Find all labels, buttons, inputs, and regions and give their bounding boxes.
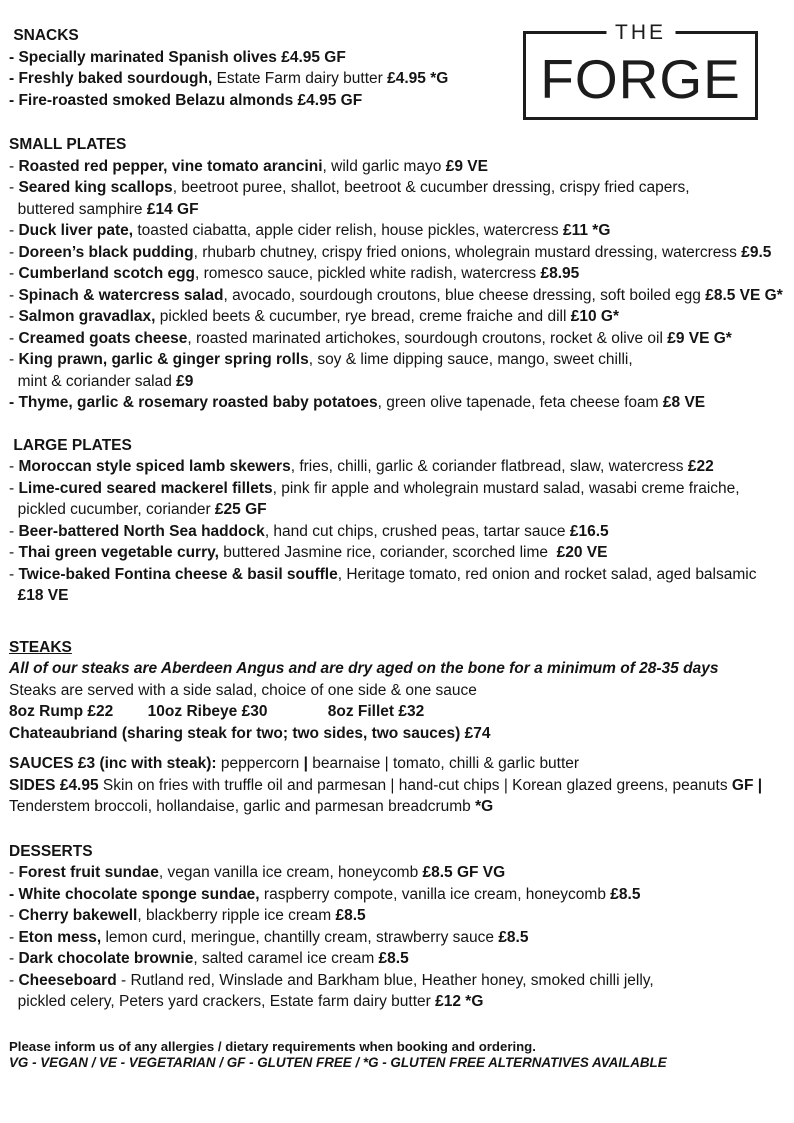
menu-line bbox=[9, 478, 790, 500]
text-run: Thai green vegetable curry, bbox=[18, 544, 219, 561]
text-run: pickled beets & cucumber, rye bread, creme fraiche and dill bbox=[155, 308, 571, 325]
text-run: - bbox=[9, 522, 19, 540]
text-run: buttered samphire bbox=[9, 200, 147, 218]
menu-line bbox=[9, 371, 790, 393]
menu-line bbox=[9, 242, 790, 264]
text-run: bearnaise | tomato, chilli & garlic butter bbox=[312, 755, 580, 772]
text-run: - bbox=[9, 329, 19, 347]
menu-line bbox=[9, 392, 790, 414]
section-title-desserts: DESSERTS bbox=[9, 842, 93, 860]
text-run: , beetroot puree, shallot, beetroot & cucumber dressing, crispy fried capers, bbox=[172, 179, 690, 196]
logo-the-text: THE bbox=[606, 21, 675, 45]
text-run: peppercorn bbox=[220, 755, 304, 772]
section-title-small-plates: SMALL PLATES bbox=[9, 136, 127, 153]
menu-line bbox=[9, 220, 790, 242]
text-run: - Freshly baked sourdough, bbox=[9, 70, 217, 87]
text-run: | bbox=[303, 755, 313, 772]
text-run: - bbox=[9, 222, 19, 239]
menu-line bbox=[9, 177, 790, 199]
menu-line bbox=[9, 680, 790, 702]
section-title-steaks: STEAKS bbox=[9, 638, 72, 656]
text-run: 8oz Rump £22 10oz Ribeye £30 8oz Fillet £32 bbox=[9, 703, 425, 720]
menu-line bbox=[9, 701, 790, 723]
text-run: , romesco sauce, pickled white radish, watercress bbox=[195, 265, 541, 282]
text-run: Roasted red pepper, vine tomato arancini bbox=[18, 157, 323, 175]
section-title-snacks: SNACKS bbox=[9, 27, 79, 44]
text-run: £11 *G bbox=[562, 222, 611, 239]
menu-line bbox=[9, 970, 790, 992]
menu-line bbox=[9, 775, 790, 797]
text-run: , avocado, sourdough croutons, blue cheese dressing, soft boiled egg bbox=[223, 286, 706, 304]
text-run: - bbox=[9, 265, 19, 282]
menu-line bbox=[9, 753, 790, 775]
text-run: £9 VE G* bbox=[667, 329, 732, 347]
text-run: raspberry compote, vanilla ice cream, honeycomb bbox=[259, 885, 611, 903]
text-run: , roasted marinated artichokes, sourdough croutons, rocket & olive oil bbox=[187, 329, 668, 347]
text-run: Cumberland scotch egg bbox=[18, 265, 196, 282]
text-run: Dark chocolate brownie bbox=[18, 950, 194, 967]
text-run: - bbox=[9, 308, 19, 325]
text-run: £16.5 bbox=[569, 522, 609, 540]
text-run: - Fire-roasted smoked Belazu almonds £4.95 GF bbox=[9, 91, 363, 109]
menu-line bbox=[9, 542, 790, 564]
text-run: Spinach & watercress salad bbox=[18, 286, 224, 304]
text-run: - Specially marinated Spanish olives £4.95 GF bbox=[9, 48, 346, 66]
menu-line bbox=[9, 862, 790, 884]
section-small-plates bbox=[9, 134, 790, 414]
menu-line bbox=[9, 349, 790, 371]
text-run: - bbox=[9, 907, 19, 924]
menu-line bbox=[9, 199, 790, 221]
text-run: £9.5 bbox=[741, 243, 772, 261]
text-run: £8.5 bbox=[378, 950, 409, 967]
text-run: - bbox=[9, 286, 19, 304]
text-run: - bbox=[9, 565, 19, 583]
text-run: Forest fruit sundae bbox=[18, 864, 159, 881]
menu-content bbox=[9, 25, 790, 1013]
text-run: - bbox=[9, 351, 19, 368]
text-run: - bbox=[9, 458, 19, 475]
text-run: - bbox=[9, 928, 19, 946]
menu-line bbox=[9, 884, 790, 906]
menu-line bbox=[9, 796, 790, 818]
text-run: £20 VE bbox=[556, 544, 608, 561]
menu-line bbox=[9, 456, 790, 478]
text-run: , salted caramel ice cream bbox=[193, 950, 379, 967]
text-run: - Rutland red, Winslade and Barkham blue, Heather honey, smoked chilli jelly, bbox=[116, 971, 654, 989]
text-run: , green olive tapenade, feta cheese foam bbox=[377, 394, 663, 411]
text-run: £22 bbox=[687, 458, 714, 475]
menu-line bbox=[9, 991, 790, 1013]
menu-line bbox=[9, 948, 790, 970]
text-run: Estate Farm dairy butter bbox=[216, 70, 388, 87]
text-run: , vegan vanilla ice cream, honeycomb bbox=[158, 864, 423, 881]
text-run: £8.5 bbox=[498, 928, 529, 946]
text-run: - bbox=[9, 544, 19, 561]
text-run: £9 VE bbox=[445, 157, 488, 175]
text-run: Skin on fries with truffle oil and parmesan | hand-cut chips | Korean glazed greens, peanuts bbox=[102, 776, 732, 794]
text-run: Seared king scallops bbox=[18, 179, 173, 196]
text-run: - Thyme, garlic & rosemary roasted baby potatoes bbox=[9, 394, 378, 411]
text-run: , soy & lime dipping sauce, mango, sweet chilli, bbox=[308, 351, 633, 368]
text-run: toasted ciabatta, apple cider relish, house pickles, watercress bbox=[133, 222, 563, 239]
text-run: - bbox=[9, 971, 19, 989]
text-run: £9 bbox=[176, 372, 194, 390]
text-run: Salmon gravadlax, bbox=[18, 308, 156, 325]
section-title-large-plates: LARGE PLATES bbox=[9, 436, 132, 454]
text-run: £8.5 GF VG bbox=[422, 864, 506, 881]
text-run: Moroccan style spiced lamb skewers bbox=[18, 458, 291, 475]
text-run: GF | bbox=[731, 776, 763, 794]
menu-line bbox=[9, 156, 790, 178]
text-run: Tenderstem broccoli, hollandaise, garlic and parmesan breadcrumb bbox=[9, 798, 476, 815]
text-run: , fries, chilli, garlic & coriander flatbread, slaw, watercress bbox=[290, 458, 688, 475]
section-large-plates bbox=[9, 435, 790, 607]
text-run: pickled celery, Peters yard crackers, Estate farm dairy butter bbox=[9, 993, 436, 1010]
text-run: Creamed goats cheese bbox=[18, 329, 188, 347]
menu-line bbox=[9, 905, 790, 927]
menu-line bbox=[9, 263, 790, 285]
text-run: £14 GF bbox=[146, 200, 199, 218]
text-run: , pink fir apple and wholegrain mustard salad, wasabi creme fraiche, bbox=[272, 479, 740, 497]
restaurant-logo bbox=[523, 21, 758, 120]
text-run: £4.95 *G bbox=[387, 70, 449, 87]
text-run: buttered Jasmine rice, coriander, scorched lime bbox=[218, 544, 557, 561]
text-run: , blackberry ripple ice cream bbox=[137, 907, 336, 924]
text-run: Beer-battered North Sea haddock bbox=[18, 522, 265, 540]
text-run: £8.5 VE G* bbox=[705, 286, 783, 304]
logo-forge-text: FORGE bbox=[540, 48, 741, 110]
text-run: Cheeseboard bbox=[18, 971, 117, 989]
menu-line bbox=[9, 723, 790, 745]
menu-line bbox=[9, 306, 790, 328]
text-run: £12 *G bbox=[435, 993, 484, 1010]
footer bbox=[9, 1039, 790, 1072]
text-run: Chateaubriand (sharing steak for two; two sides, two sauces) £74 bbox=[9, 724, 491, 742]
menu-line bbox=[9, 658, 790, 680]
text-run: - bbox=[9, 479, 19, 497]
text-run: pickled cucumber, coriander bbox=[9, 501, 215, 518]
text-run: , wild garlic mayo bbox=[322, 157, 446, 175]
text-run: - White chocolate sponge sundae, bbox=[9, 885, 260, 903]
text-run: - bbox=[9, 950, 19, 967]
text-run: mint & coriander salad bbox=[9, 372, 177, 390]
text-run: All of our steaks are Aberdeen Angus and are dry aged on the bone for a minimum of 28-35 days bbox=[9, 660, 719, 677]
section-desserts bbox=[9, 841, 790, 1013]
text-run: , hand cut chips, crushed peas, tartar sauce bbox=[264, 522, 570, 540]
menu-line bbox=[9, 564, 790, 586]
text-run: - bbox=[9, 243, 19, 261]
section-steaks bbox=[9, 637, 790, 745]
text-run: Eton mess, bbox=[18, 928, 102, 946]
text-run: - bbox=[9, 179, 19, 196]
text-run: Lime-cured seared mackerel fillets bbox=[18, 479, 273, 497]
text-run: , rhubarb chutney, crispy fried onions, wholegrain mustard dressing, watercress bbox=[193, 243, 742, 261]
menu-line bbox=[9, 328, 790, 350]
text-run: Doreen’s black pudding bbox=[18, 243, 194, 261]
menu-line bbox=[9, 285, 790, 307]
text-run: King prawn, garlic & ginger spring rolls bbox=[18, 351, 309, 368]
text-run: Cherry bakewell bbox=[18, 907, 138, 924]
allergy-notice: Please inform us of any allergies / dietary requirements when booking and ordering. bbox=[9, 1038, 536, 1054]
text-run: £10 G* bbox=[570, 308, 619, 325]
text-run: Twice-baked Fontina cheese & basil souffle bbox=[18, 565, 338, 583]
text-run: SIDES £4.95 bbox=[9, 776, 103, 794]
text-run: £8 VE bbox=[662, 394, 706, 411]
menu-line bbox=[9, 585, 790, 607]
text-run: Duck liver pate, bbox=[18, 222, 134, 239]
text-run: *G bbox=[475, 798, 494, 815]
text-run: - bbox=[9, 864, 19, 881]
dietary-key: VG - VEGAN / VE - VEGETARIAN / GF - GLUTEN FREE / *G - GLUTEN FREE ALTERNATIVES AVAILABLE bbox=[9, 1055, 667, 1070]
menu-line bbox=[9, 521, 790, 543]
text-run: SAUCES £3 (inc with steak): bbox=[9, 755, 221, 772]
text-run: - bbox=[9, 157, 19, 175]
text-run: £18 VE bbox=[9, 587, 69, 604]
text-run: , Heritage tomato, red onion and rocket salad, aged balsamic bbox=[337, 565, 757, 583]
text-run: £8.5 bbox=[610, 885, 641, 903]
text-run: £8.95 bbox=[540, 265, 580, 282]
text-run: £25 GF bbox=[214, 501, 267, 518]
text-run: Steaks are served with a side salad, choice of one side & one sauce bbox=[9, 681, 477, 699]
menu-line bbox=[9, 499, 790, 521]
text-run: £8.5 bbox=[335, 907, 366, 924]
menu-line bbox=[9, 927, 790, 949]
text-run: lemon curd, meringue, chantilly cream, strawberry sauce bbox=[101, 928, 499, 946]
section-sauces-sides bbox=[9, 753, 790, 818]
